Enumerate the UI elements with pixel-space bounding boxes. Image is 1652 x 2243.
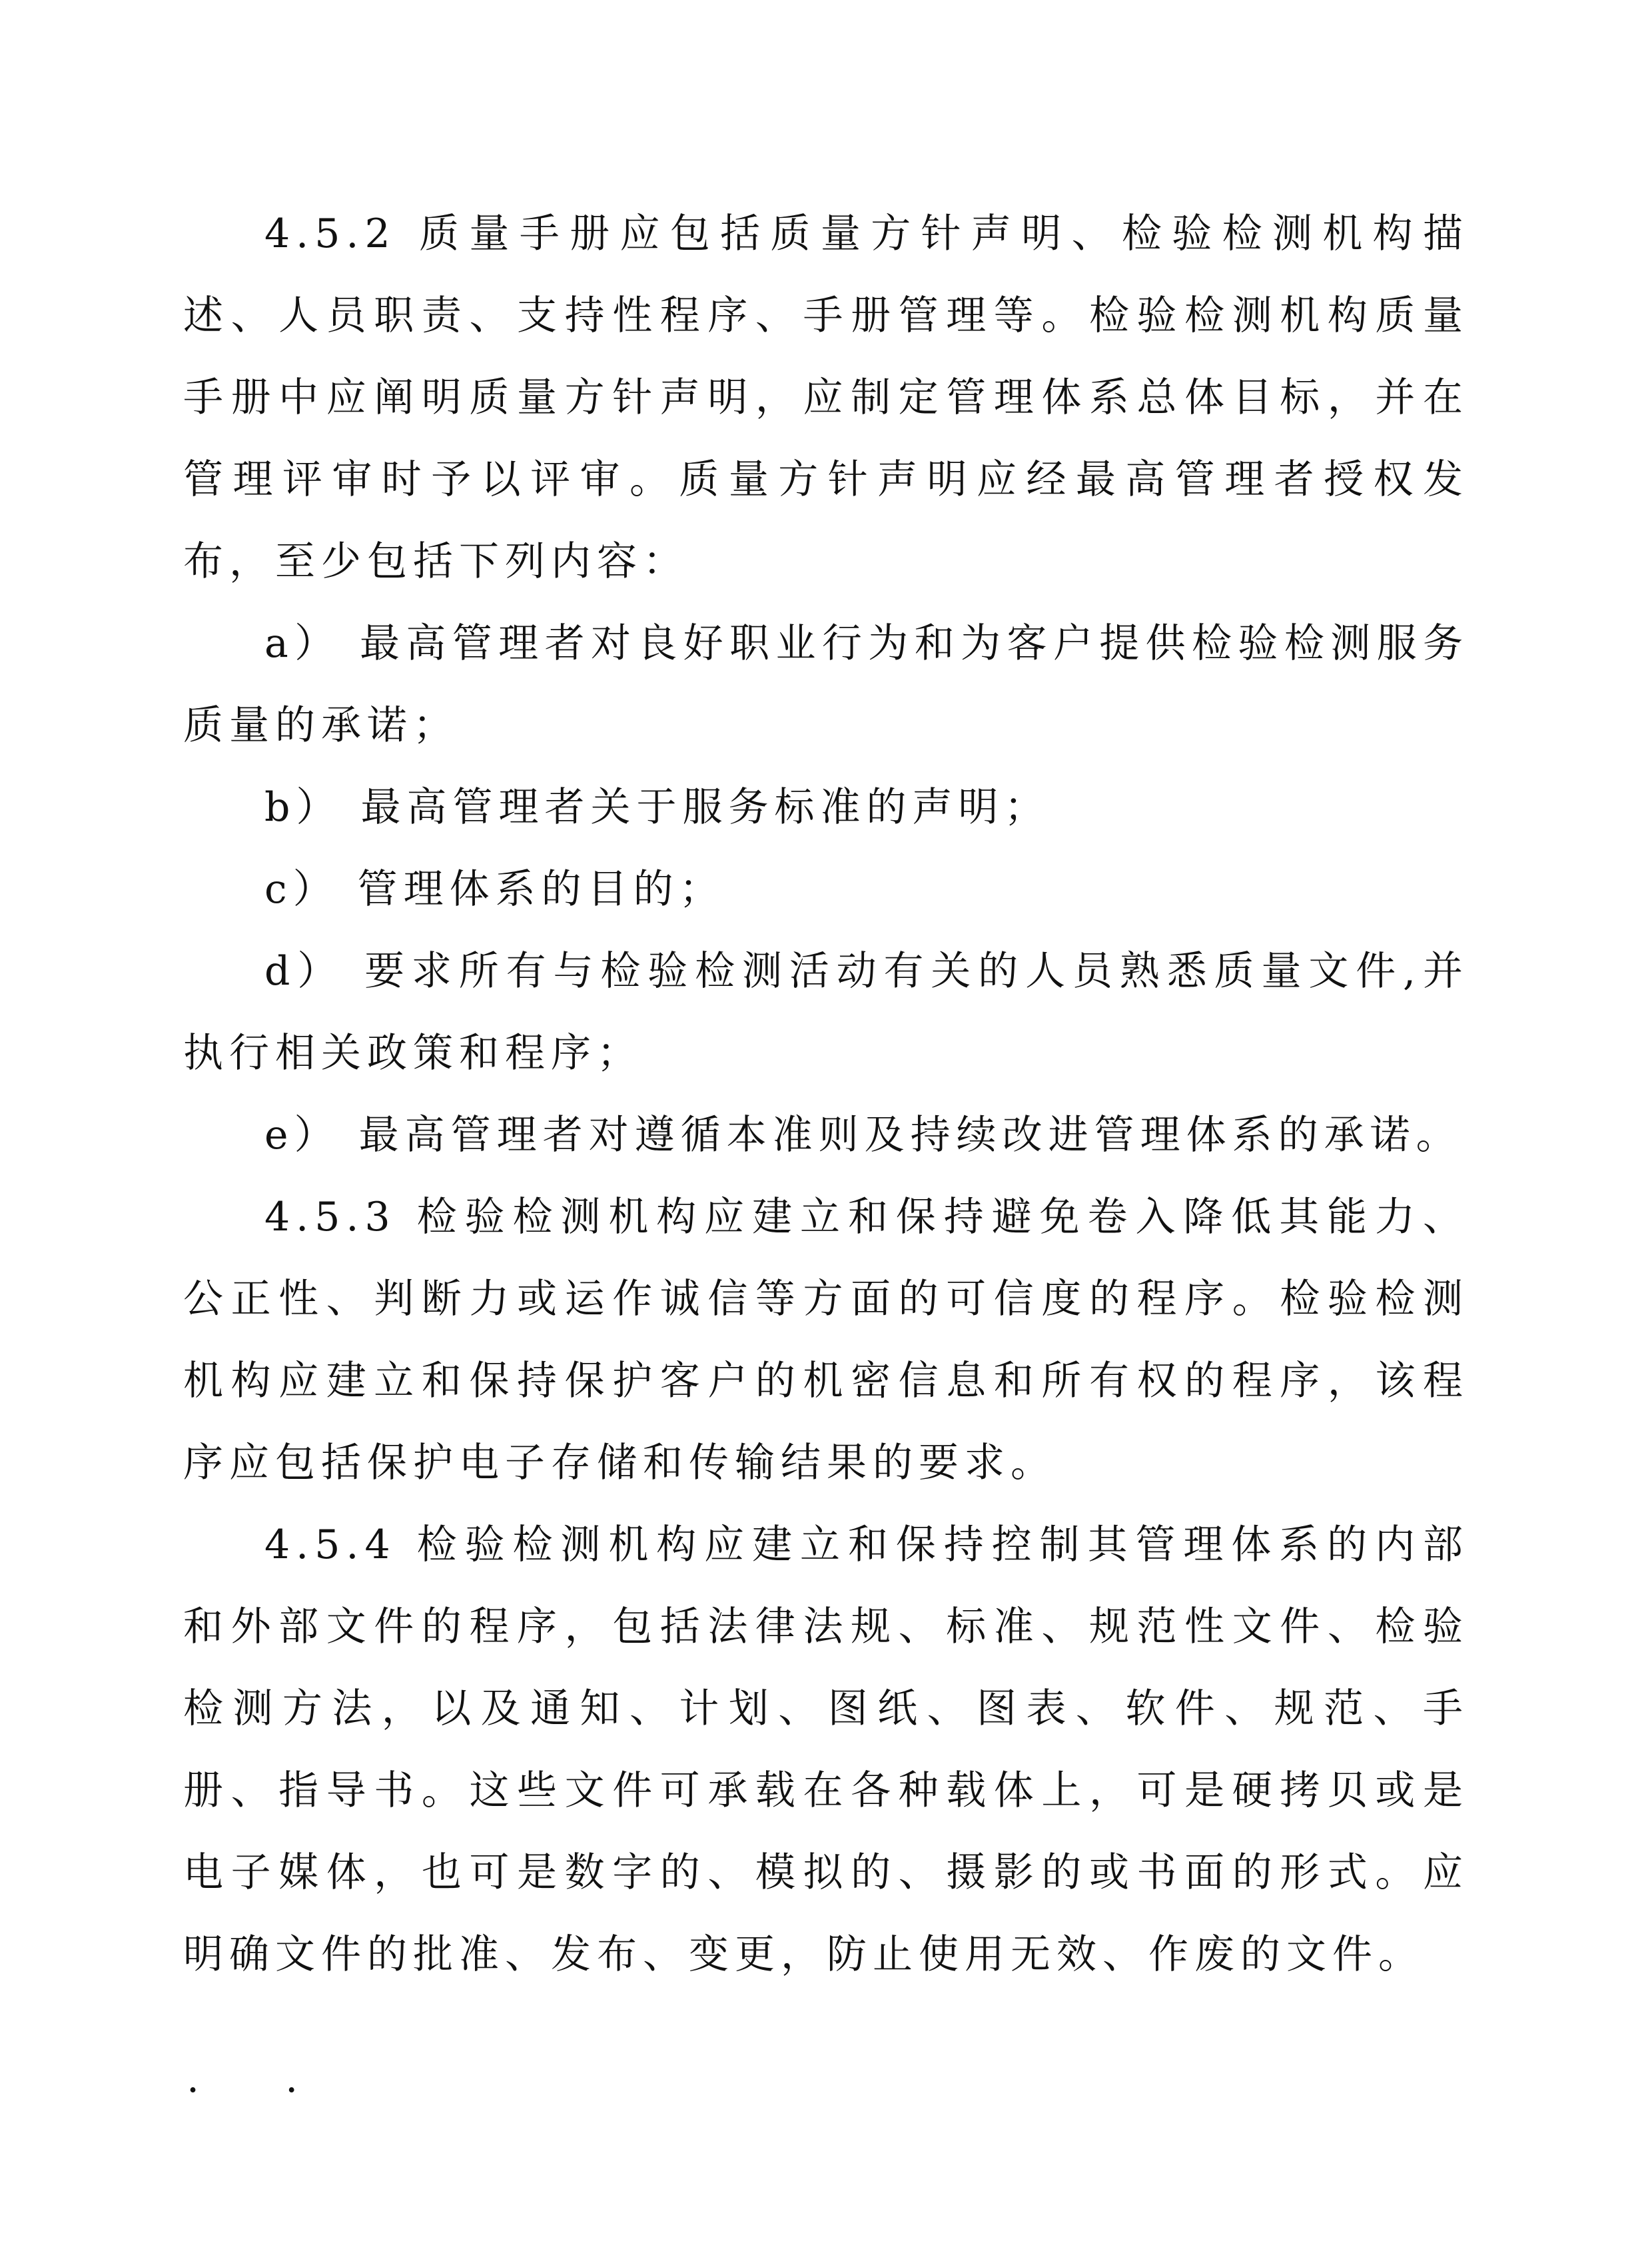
list-item-d: d） 要求所有与检验检测活动有关的人员熟悉质量文件,并执行相关政策和程序； [183, 948, 1469, 1077]
paragraph-4-5-2: 4.5.2 质量手册应包括质量方针声明、检验检测机构描述、人员职责、支持性程序、手册管理等。检验检测机构质量手册中应阐明质量方针声明，应制定管理体系总体目标，并在管理评审时予以评审。质量方针声明应经最高管理者授权发布，至少包括下列内容： [183, 211, 1469, 585]
footer-dots: . . [187, 2055, 298, 2102]
document-body [183, 193, 1469, 1996]
list-item-a: a） 最高管理者对良好职业行为和为客户提供检验检测服务质量的承诺； [183, 620, 1469, 749]
list-item-c: c） 管理体系的目的； [264, 866, 725, 913]
paragraph-4-5-4: 4.5.4 检验检测机构应建立和保持控制其管理体系的内部和外部文件的程序，包括法律法规、标准、规范性文件、检验检测方法，以及通知、计划、图纸、图表、软件、规范、手册、指导书。这些文件可承载在各种载体上，可是硬拷贝或是电子媒体，也可是数字的、模拟的、摄影的或书面的形式。应明确文件的批准、发布、变更，防止使用无效、作废的文件。 [183, 1522, 1469, 1978]
list-item-b: b） 最高管理者关于服务标准的声明； [264, 784, 1050, 831]
list-item-e: e） 最高管理者对遵循本准则及持续改进管理体系的承诺。 [264, 1112, 1462, 1158]
paragraph-4-5-3: 4.5.3 检验检测机构应建立和保持避免卷入降低其能力、公正性、判断力或运作诚信等方面的可信度的程序。检验检测机构应建立和保持保护客户的机密信息和所有权的程序，该程序应包括保护电子存储和传输结果的要求。 [183, 1194, 1469, 1486]
